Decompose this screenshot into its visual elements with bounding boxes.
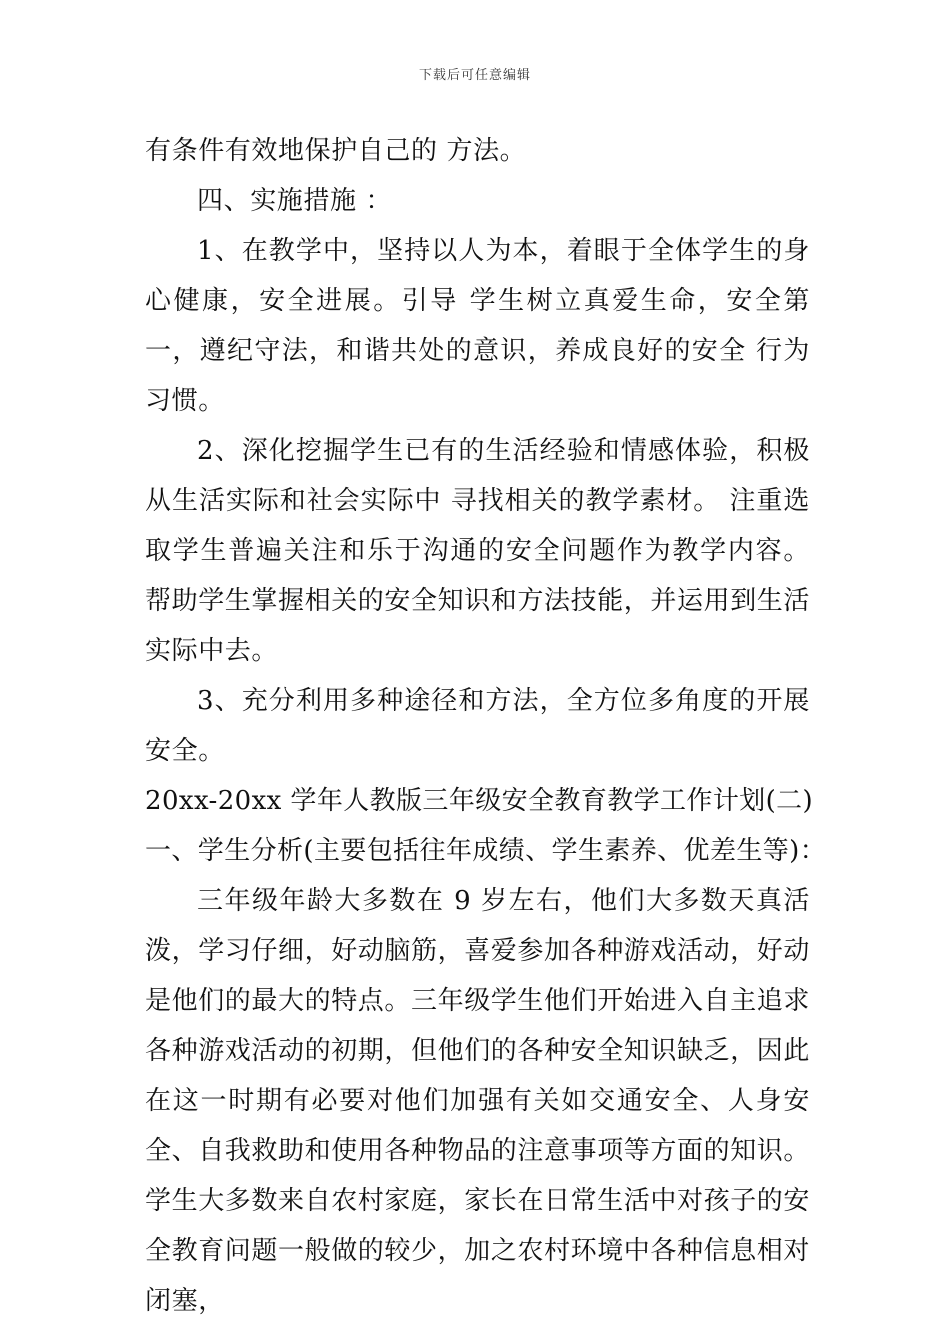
header-note: 下载后可任意编辑	[418, 68, 531, 83]
paragraph-measure-1: 1、在教学中，坚持以人为本，着眼于全体学生的身心健康，安全进展。引导 学生树立真爱生命，安全第一，遵纪守法，和谐共处的意识，养成良好的安全 行为习惯。	[145, 236, 810, 416]
section-heading-measures: 四、实施措施 ：	[197, 186, 393, 216]
paragraph-student-analysis: 三年级年龄大多数在 9 岁左右，他们大多数天真活泼，学习仔细，好动脑筋，喜爱参加各种游戏活动，好动是他们的最大的特点。三年级学生他们开始进入自主追求各种游戏活动的初期，但他们的各种安全知识缺乏，因此在这一时期有必要对他们加强有关如交通安全、人身安全、自我救助和使用各种物品的注意事项等方面的知识。学生大多数来自农村家庭，家长在日常生活中对孩子的安全教育问题一般做的较少，加之农村环境中各种信息相对闭塞，	[145, 886, 811, 1316]
document-title: 20xx-20xx 学年人教版三年级安全教育教学工作计划(二)	[145, 786, 814, 816]
section-heading-student-analysis: 一、学生分析(主要包括往年成绩、学生素养、优差生等)：	[145, 836, 827, 866]
paragraph-measure-2: 2、深化挖掘学生已有的生活经验和情感体验，积极从生活实际和社会实际中 寻找相关的教学素材。 注重选取学生普遍关注和乐于沟通的安全问题作为教学内容。 帮助学生掌握相关的安全知识和方法技能，并运用到生活实际中去。	[145, 436, 811, 666]
paragraph-measure-3: 3、充分利用多种途径和方法，全方位多角度的开展安全。	[145, 686, 810, 766]
paragraph-continuation: 有条件有效地保护自己的 方法。	[145, 136, 527, 166]
document-body	[145, 126, 827, 1326]
